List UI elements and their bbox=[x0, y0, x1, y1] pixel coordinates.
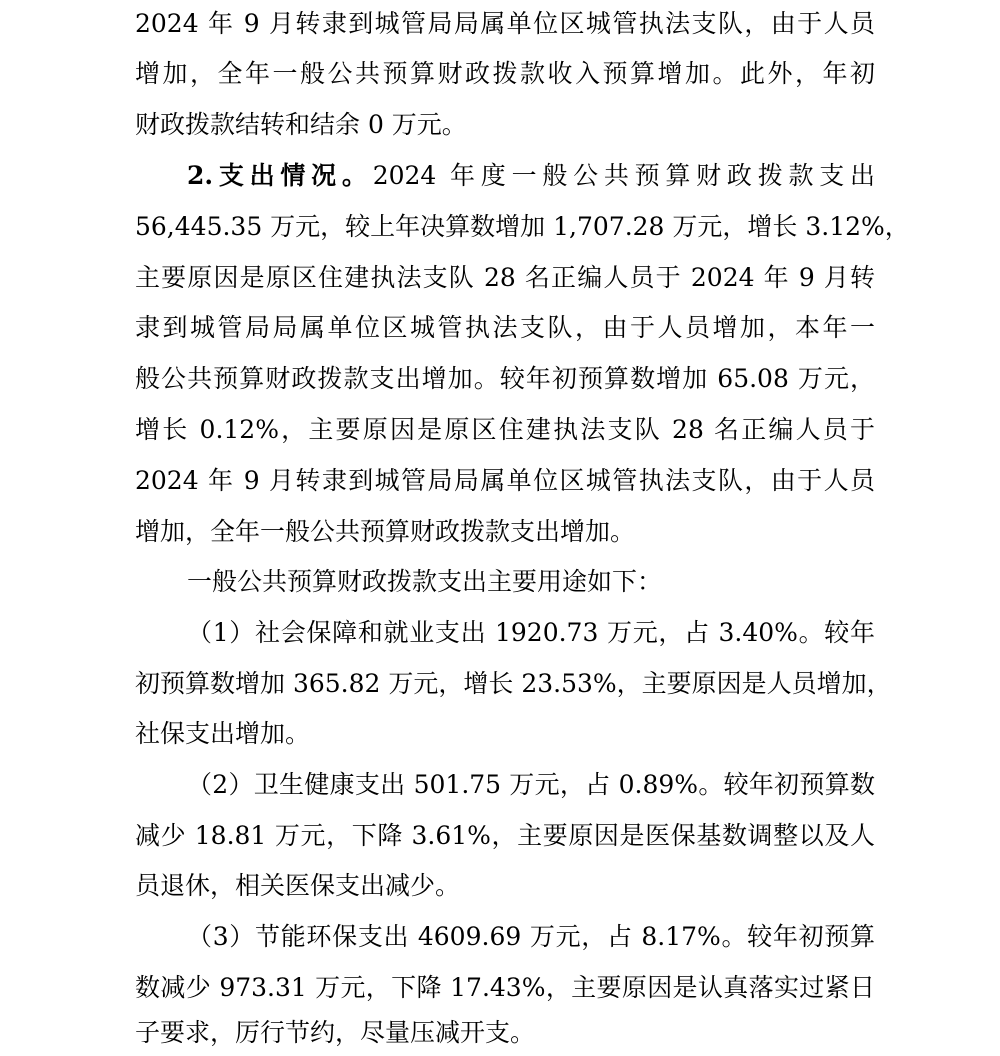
text-line: 2024 年 9 月转隶到城管局局属单位区城管执法支队，由于人员 bbox=[135, 9, 875, 38]
text-line: 减少 18.81 万元，下降 3.61%，主要原因是医保基数调整以及人 bbox=[135, 821, 875, 850]
text-line: 增长 0.12%，主要原因是原区住建执法支队 28 名正编人员于 bbox=[135, 415, 875, 444]
text-line: 员退休，相关医保支出减少。 bbox=[135, 871, 461, 900]
list-item-line: （1）社会保障和就业支出 1920.73 万元，占 3.40%。较年 bbox=[187, 618, 875, 647]
text-line: 初预算数增加 365.82 万元，增长 23.53%，主要原因是人员增加， bbox=[135, 669, 892, 698]
text-line: 一般公共预算财政拨款支出主要用途如下： bbox=[187, 567, 663, 596]
text-line: 隶到城管局局属单位区城管执法支队，由于人员增加，本年一 bbox=[135, 313, 875, 342]
text-line: 56,445.35 万元，较上年决算数增加 1,707.28 万元，增长 3.12%， bbox=[135, 212, 910, 241]
section-heading: 2.支出情况。 bbox=[187, 161, 373, 190]
text-line: 社保支出增加。 bbox=[135, 719, 311, 748]
text-line: 财政拨款结转和结余 0 万元。 bbox=[135, 110, 467, 139]
text-line: 增加，全年一般公共预算财政拨款支出增加。 bbox=[135, 517, 636, 546]
text-line: 2024 年 9 月转隶到城管局局属单位区城管执法支队，由于人员 bbox=[135, 466, 875, 495]
text-line: 主要原因是原区住建执法支队 28 名正编人员于 2024 年 9 月转 bbox=[135, 263, 875, 292]
text-line: 数减少 973.31 万元，下降 17.43%，主要原因是认真落实过紧日 bbox=[135, 973, 875, 1002]
text-line: 般公共预算财政拨款支出增加。较年初预算数增加 65.08 万元， bbox=[135, 364, 875, 393]
section-heading-line bbox=[187, 158, 875, 194]
list-item-line: （2）卫生健康支出 501.75 万元，占 0.89%。较年初预算数 bbox=[187, 770, 875, 799]
text-span: 2024 年度一般公共预算财政拨款支出 bbox=[372, 161, 875, 190]
text-line: 增加，全年一般公共预算财政拨款收入预算增加。此外，年初 bbox=[135, 59, 875, 88]
text-line: 子要求，厉行节约，尽量压减开支。 bbox=[135, 1018, 536, 1047]
list-item-line: （3）节能环保支出 4609.69 万元，占 8.17%。较年初预算 bbox=[187, 922, 875, 951]
